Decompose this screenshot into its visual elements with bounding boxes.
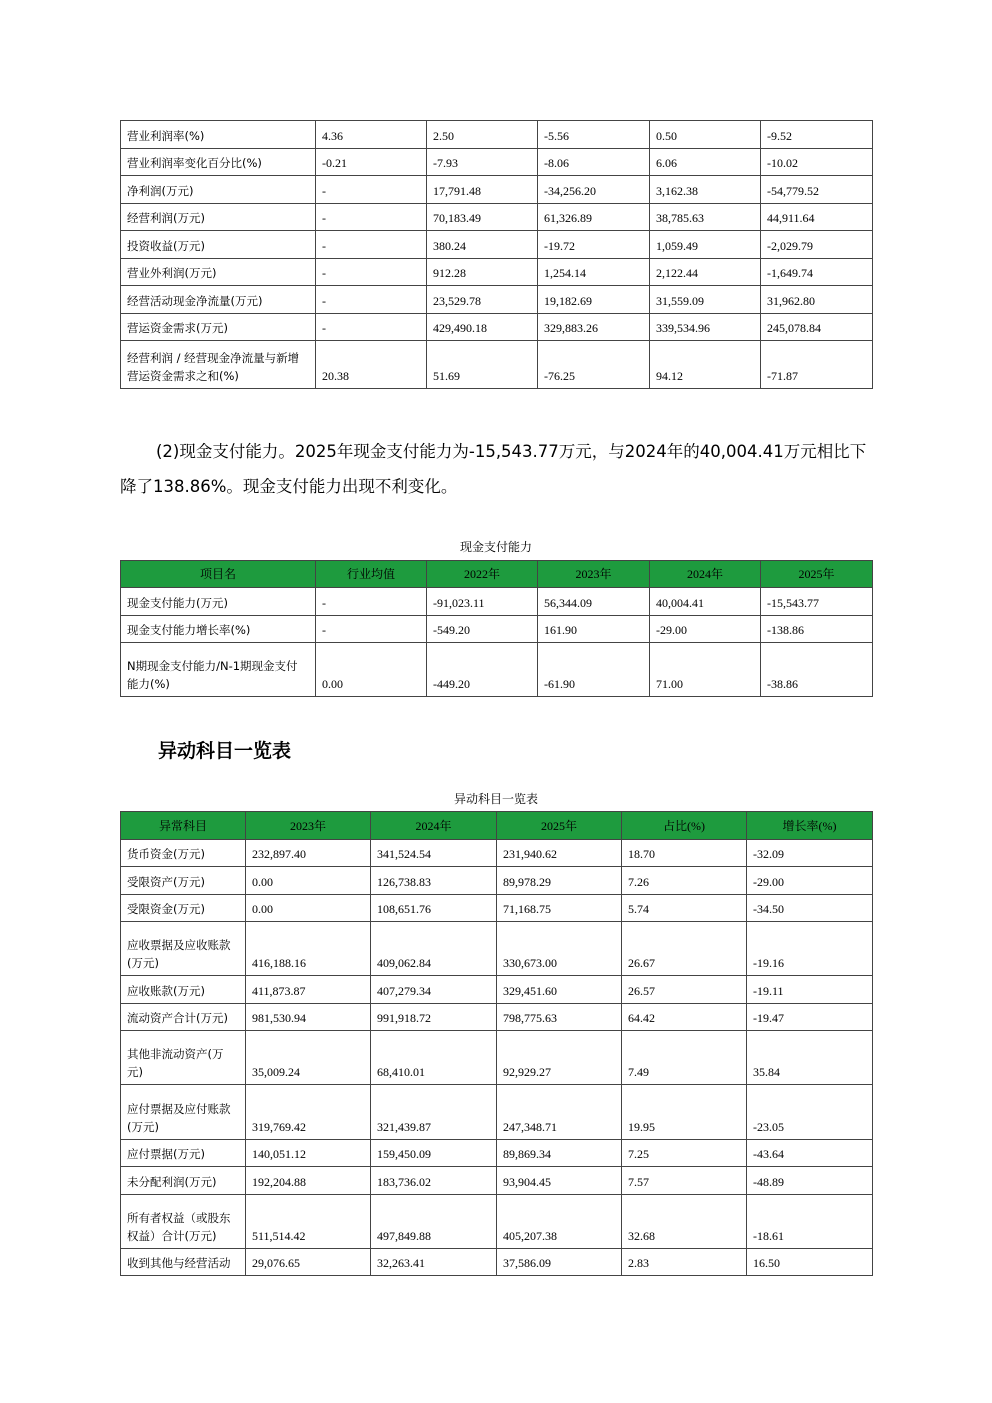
table-cell: -18.61 (747, 1195, 873, 1249)
table-cell: -449.20 (427, 643, 538, 697)
table-row (121, 867, 873, 895)
table-cell: - (316, 588, 427, 616)
table-cell: 319,769.42 (246, 1085, 371, 1140)
row-label: 应付票据及应付账款(万元) (121, 1085, 246, 1140)
header-row (121, 812, 873, 840)
table-cell: 405,207.38 (497, 1195, 622, 1249)
table-cell: 3,162.38 (650, 176, 761, 204)
table-cell: 161.90 (538, 616, 650, 643)
row-label: 营业利润率变化百分比(%) (121, 149, 316, 176)
column-header: 2023年 (246, 812, 371, 840)
row-label: 应付票据(万元) (121, 1140, 246, 1167)
table-cell: 192,204.88 (246, 1167, 371, 1195)
table-row (121, 840, 873, 867)
table-row (121, 259, 873, 286)
table-cell: 511,514.42 (246, 1195, 371, 1249)
table-cell: -32.09 (747, 840, 873, 867)
table-cell: -19.72 (538, 231, 650, 259)
row-label: N期现金支付能力/N-1期现金支付能力(%) (121, 643, 316, 697)
table-cell: 92,929.27 (497, 1031, 622, 1085)
table-cell: 20.38 (316, 341, 427, 389)
table-caption-cash: 现金支付能力 (459, 540, 532, 554)
table-cell: -43.64 (747, 1140, 873, 1167)
table-cell: 108,651.76 (371, 895, 497, 922)
table-cell: 798,775.63 (497, 1004, 622, 1031)
cash-payment-paragraph: (2)现金支付能力。2025年现金支付能力为-15,543.77万元，与2024年的40,004.41万元相比下降了138.86%。现金支付能力出现不利变化。 (120, 442, 867, 496)
table-cell: -34.50 (747, 895, 873, 922)
table-cell: 56,344.09 (538, 588, 650, 616)
column-header: 行业均值 (316, 561, 427, 588)
table-cell: 26.57 (622, 976, 747, 1004)
row-label: 未分配利润(万元) (121, 1167, 246, 1195)
table-cell: 339,534.96 (650, 314, 761, 341)
table-cell: 991,918.72 (371, 1004, 497, 1031)
table-row (121, 341, 873, 389)
table-cell: 409,062.84 (371, 922, 497, 976)
table-row (121, 922, 873, 976)
table-cell: -38.86 (761, 643, 873, 697)
table-cell: 411,873.87 (246, 976, 371, 1004)
table-row (121, 1249, 873, 1276)
table-cell: - (316, 616, 427, 643)
table-cell: 7.49 (622, 1031, 747, 1085)
table-row (121, 1004, 873, 1031)
table-cell: -61.90 (538, 643, 650, 697)
table-row (121, 1167, 873, 1195)
table-cell: -19.16 (747, 922, 873, 976)
table-cell: 64.42 (622, 1004, 747, 1031)
table-cell: 497,849.88 (371, 1195, 497, 1249)
table-cell: 71.00 (650, 643, 761, 697)
table-cell: 71,168.75 (497, 895, 622, 922)
table-cell: 2.50 (427, 121, 538, 149)
table-cell: 7.25 (622, 1140, 747, 1167)
table-cell: 981,530.94 (246, 1004, 371, 1031)
table-row (121, 895, 873, 922)
table-cell: 341,524.54 (371, 840, 497, 867)
table-cell: 37,586.09 (497, 1249, 622, 1276)
table-row (121, 1031, 873, 1085)
table-cell: 159,450.09 (371, 1140, 497, 1167)
table-cell: -10.02 (761, 149, 873, 176)
table-cell: -29.00 (650, 616, 761, 643)
row-label: 所有者权益（或股东权益）合计(万元) (121, 1195, 246, 1249)
table-cell: 232,897.40 (246, 840, 371, 867)
table-cell: 416,188.16 (246, 922, 371, 976)
row-label: 经营活动现金净流量(万元) (121, 286, 316, 314)
table-cell: 126,738.83 (371, 867, 497, 895)
table-cell: -7.93 (427, 149, 538, 176)
column-header: 2025年 (761, 561, 873, 588)
table-cell: 380.24 (427, 231, 538, 259)
row-label: 应收账款(万元) (121, 976, 246, 1004)
table-cell: 31,559.09 (650, 286, 761, 314)
table-cell: 7.26 (622, 867, 747, 895)
row-label: 营业外利润(万元) (121, 259, 316, 286)
table-cell: 23,529.78 (427, 286, 538, 314)
column-header: 异常科目 (121, 812, 246, 840)
table-cell: -29.00 (747, 867, 873, 895)
table-caption-anomaly: 异动科目一览表 (453, 792, 538, 806)
table-cell: 51.69 (427, 341, 538, 389)
table-cell: -0.21 (316, 149, 427, 176)
table-cell: 29,076.65 (246, 1249, 371, 1276)
anomaly-table (120, 811, 873, 1276)
table-row (121, 231, 873, 259)
table-cell: -23.05 (747, 1085, 873, 1140)
column-header: 项目名 (121, 561, 316, 588)
table-cell: 38,785.63 (650, 204, 761, 231)
table-cell: 0.50 (650, 121, 761, 149)
table-cell: -15,543.77 (761, 588, 873, 616)
table-row (121, 149, 873, 176)
table-cell: 329,451.60 (497, 976, 622, 1004)
table-cell: -2,029.79 (761, 231, 873, 259)
row-label: 经营利润(万元) (121, 204, 316, 231)
table-cell: 245,078.84 (761, 314, 873, 341)
table-row (121, 616, 873, 643)
column-header: 2025年 (497, 812, 622, 840)
table-row (121, 286, 873, 314)
table-cell: 0.00 (246, 895, 371, 922)
table-cell: 321,439.87 (371, 1085, 497, 1140)
table-cell: 183,736.02 (371, 1167, 497, 1195)
table-cell: 32.68 (622, 1195, 747, 1249)
table-cell: -19.11 (747, 976, 873, 1004)
table-cell: - (316, 204, 427, 231)
column-header: 2023年 (538, 561, 650, 588)
row-label: 经营利润 / 经营现金净流量与新增营运资金需求之和(%) (121, 341, 316, 389)
row-label: 货币资金(万元) (121, 840, 246, 867)
table-cell: 40,004.41 (650, 588, 761, 616)
table-row (121, 314, 873, 341)
table-cell: 93,904.45 (497, 1167, 622, 1195)
table-cell: -48.89 (747, 1167, 873, 1195)
table-cell: 912.28 (427, 259, 538, 286)
cash-payment-table (120, 560, 873, 697)
table-cell: 89,869.34 (497, 1140, 622, 1167)
table-cell: - (316, 286, 427, 314)
table-cell: 0.00 (316, 643, 427, 697)
table-cell: -76.25 (538, 341, 650, 389)
profit-table (120, 120, 873, 389)
table-cell: -54,779.52 (761, 176, 873, 204)
section-heading: 异动科目一览表 (158, 740, 292, 762)
table-cell: 89,978.29 (497, 867, 622, 895)
table-cell: -19.47 (747, 1004, 873, 1031)
row-label: 其他非流动资产(万元) (121, 1031, 246, 1085)
table-cell: 61,326.89 (538, 204, 650, 231)
table-cell: 31,962.80 (761, 286, 873, 314)
table-row (121, 204, 873, 231)
table-cell: - (316, 231, 427, 259)
table-cell: 4.36 (316, 121, 427, 149)
table-cell: 0.00 (246, 867, 371, 895)
row-label: 净利润(万元) (121, 176, 316, 204)
table-cell: 429,490.18 (427, 314, 538, 341)
table-cell: 247,348.71 (497, 1085, 622, 1140)
table-cell: 44,911.64 (761, 204, 873, 231)
table-cell: 407,279.34 (371, 976, 497, 1004)
table-cell: 19.95 (622, 1085, 747, 1140)
table-cell: 330,673.00 (497, 922, 622, 976)
row-label: 投资收益(万元) (121, 231, 316, 259)
table-row (121, 643, 873, 697)
table-cell: -91,023.11 (427, 588, 538, 616)
column-header: 2022年 (427, 561, 538, 588)
table-cell: 70,183.49 (427, 204, 538, 231)
column-header: 占比(%) (622, 812, 747, 840)
header-row (121, 561, 873, 588)
table-cell: -71.87 (761, 341, 873, 389)
table-cell: 7.57 (622, 1167, 747, 1195)
table-row (121, 121, 873, 149)
table-cell: - (316, 176, 427, 204)
table-cell: 5.74 (622, 895, 747, 922)
table-row (121, 176, 873, 204)
column-header: 2024年 (650, 561, 761, 588)
table-cell: 94.12 (650, 341, 761, 389)
table-cell: 68,410.01 (371, 1031, 497, 1085)
table-cell: 16.50 (747, 1249, 873, 1276)
row-label: 营业利润率(%) (121, 121, 316, 149)
table-cell: 35,009.24 (246, 1031, 371, 1085)
table-cell: -138.86 (761, 616, 873, 643)
table-cell: 1,254.14 (538, 259, 650, 286)
table-cell: 2,122.44 (650, 259, 761, 286)
row-label: 受限资产(万元) (121, 867, 246, 895)
table-cell: - (316, 259, 427, 286)
table-cell: 140,051.12 (246, 1140, 371, 1167)
table-cell: 2.83 (622, 1249, 747, 1276)
table-cell: -549.20 (427, 616, 538, 643)
row-label: 收到其他与经营活动 (121, 1249, 246, 1276)
table-cell: 329,883.26 (538, 314, 650, 341)
row-label: 流动资产合计(万元) (121, 1004, 246, 1031)
table-cell: 18.70 (622, 840, 747, 867)
row-label: 营运资金需求(万元) (121, 314, 316, 341)
row-label: 应收票据及应收账款(万元) (121, 922, 246, 976)
table-cell: - (316, 314, 427, 341)
table-cell: -9.52 (761, 121, 873, 149)
column-header: 2024年 (371, 812, 497, 840)
table-cell: 26.67 (622, 922, 747, 976)
table-cell: -1,649.74 (761, 259, 873, 286)
table-cell: 1,059.49 (650, 231, 761, 259)
table-cell: 17,791.48 (427, 176, 538, 204)
table-row (121, 588, 873, 616)
row-label: 受限资金(万元) (121, 895, 246, 922)
table-row (121, 1085, 873, 1140)
table-cell: 35.84 (747, 1031, 873, 1085)
table-cell: 32,263.41 (371, 1249, 497, 1276)
table-cell: -34,256.20 (538, 176, 650, 204)
table-cell: -8.06 (538, 149, 650, 176)
table-row (121, 1140, 873, 1167)
table-cell: -5.56 (538, 121, 650, 149)
table-cell: 6.06 (650, 149, 761, 176)
table-cell: 19,182.69 (538, 286, 650, 314)
table-row (121, 976, 873, 1004)
table-cell: 231,940.62 (497, 840, 622, 867)
row-label: 现金支付能力增长率(%) (121, 616, 316, 643)
row-label: 现金支付能力(万元) (121, 588, 316, 616)
table-row (121, 1195, 873, 1249)
column-header: 增长率(%) (747, 812, 873, 840)
